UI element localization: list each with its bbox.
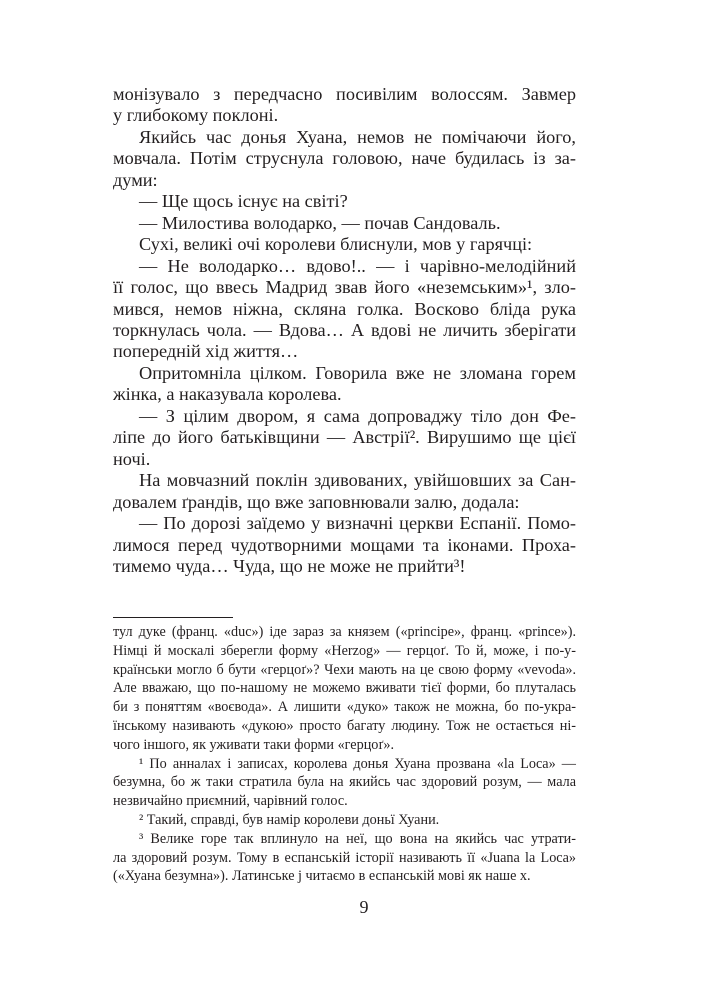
footnote-line: чого іншого, як уживати таки форми «герцоґ». xyxy=(113,736,394,753)
text-line: ночі. xyxy=(113,448,151,469)
footnote-line: ³ Велике горе так вплинуло на неї, що вона на якийсь час утрати- xyxy=(139,830,576,847)
text-line: монізувало з передчасно посивілим волоссям. Завмер xyxy=(113,84,576,104)
text-line: торкнулась чола. — Вдова… А вдові не личить зберігати xyxy=(113,319,576,340)
text-line: мовчала. Потім струснула головою, наче будилась із за- xyxy=(113,148,576,169)
text-line: На мовчазний поклін здивованих, увійшовших за Сан- xyxy=(139,470,576,491)
main-text xyxy=(113,84,576,577)
text-line: лимося перед чудотворними мощами та іконами. Проха- xyxy=(113,534,576,555)
footnote-separator xyxy=(113,617,233,618)
footnote-line: Німці й москалі зберегли форму «Herzog» — герцоґ. То й, може, і по-у- xyxy=(113,642,576,659)
footnote-line: тул дуке (франц. «duc») іде зараз за князем («principe», франц. «prince»). xyxy=(113,624,576,640)
text-line: ліпе до його батьківщини — Австрії². Вирушимо ще цієї xyxy=(113,427,576,448)
text-line: її голос, що ввесь Мадрид звав його «неземським»¹, зло- xyxy=(113,277,576,298)
footnote-line: ¹ По анналах і записах, королева донья Хуана прозвана «la Loca» — xyxy=(139,755,576,772)
footnote-line: країнськи могло б бути «герцоґ»? Чехи мають на це свою форму «vevoda». xyxy=(113,661,576,678)
footnote-line: би з поняттям «воєвода». А лишити «дуко» також не можна, бо по-укра- xyxy=(113,699,576,716)
text-line: попередній хід життя… xyxy=(113,341,299,362)
text-line: довалем ґрандів, що вже заповнювали залю, додала: xyxy=(113,491,520,512)
text-line: у глибокому поклоні. xyxy=(113,105,279,126)
footnote-line: їнському називають «дукою» просто багату людину. Тож не остається ні- xyxy=(113,717,576,734)
text-line: думи: xyxy=(113,169,158,190)
text-line: — Милостива володарко, — почав Сандоваль. xyxy=(139,212,501,233)
footnote-line: Але вважаю, що по-нашому не можемо вживати тієї форми, бо плуталась xyxy=(113,680,576,697)
text-line: — З цілим двором, я сама допроваджу тіло дон Фе- xyxy=(139,405,576,426)
footnote-line: незвичайно приємний, чарівний голос. xyxy=(113,793,348,810)
text-line: — По дорозі заїдемо у визначні церкви Еспанії. Помо- xyxy=(139,513,576,534)
text-line: мився, немов ніжна, скляна голка. Восково бліда рука xyxy=(113,298,576,319)
text-line: тимемо чуда… Чуда, що не може не прийти³! xyxy=(113,555,466,576)
footnote-line: («Хуана безумна»). Латинське j читаємо в еспанській мові як наше х. xyxy=(113,868,531,885)
text-line: жінка, а наказувала королева. xyxy=(113,384,342,405)
footnote-line: безумна, бо ж таки стратила була на якийсь час здоровий розум, — мала xyxy=(113,774,576,791)
text-line: — Ще щось існує на світі? xyxy=(139,191,348,212)
page-number: 9 xyxy=(359,897,369,917)
text-line: — Не володарко… вдово!.. — і чарівно-мелодійний xyxy=(139,255,576,276)
text-line: Сухі, великі очі королеви блиснули, мов у гарячці: xyxy=(139,234,533,255)
text-line: Опритомніла цілком. Говорила вже не зломана горем xyxy=(139,362,576,383)
footnote-line: ла здоровий розум. Тому в еспанській історії називають її «Juana la Loca» xyxy=(113,849,576,866)
footnotes xyxy=(113,623,576,886)
text-line: Якийсь час донья Хуана, немов не помічаючи його, xyxy=(139,126,576,147)
footnote-line: ² Такий, справді, був намір королеви доньї Хуани. xyxy=(139,811,440,828)
